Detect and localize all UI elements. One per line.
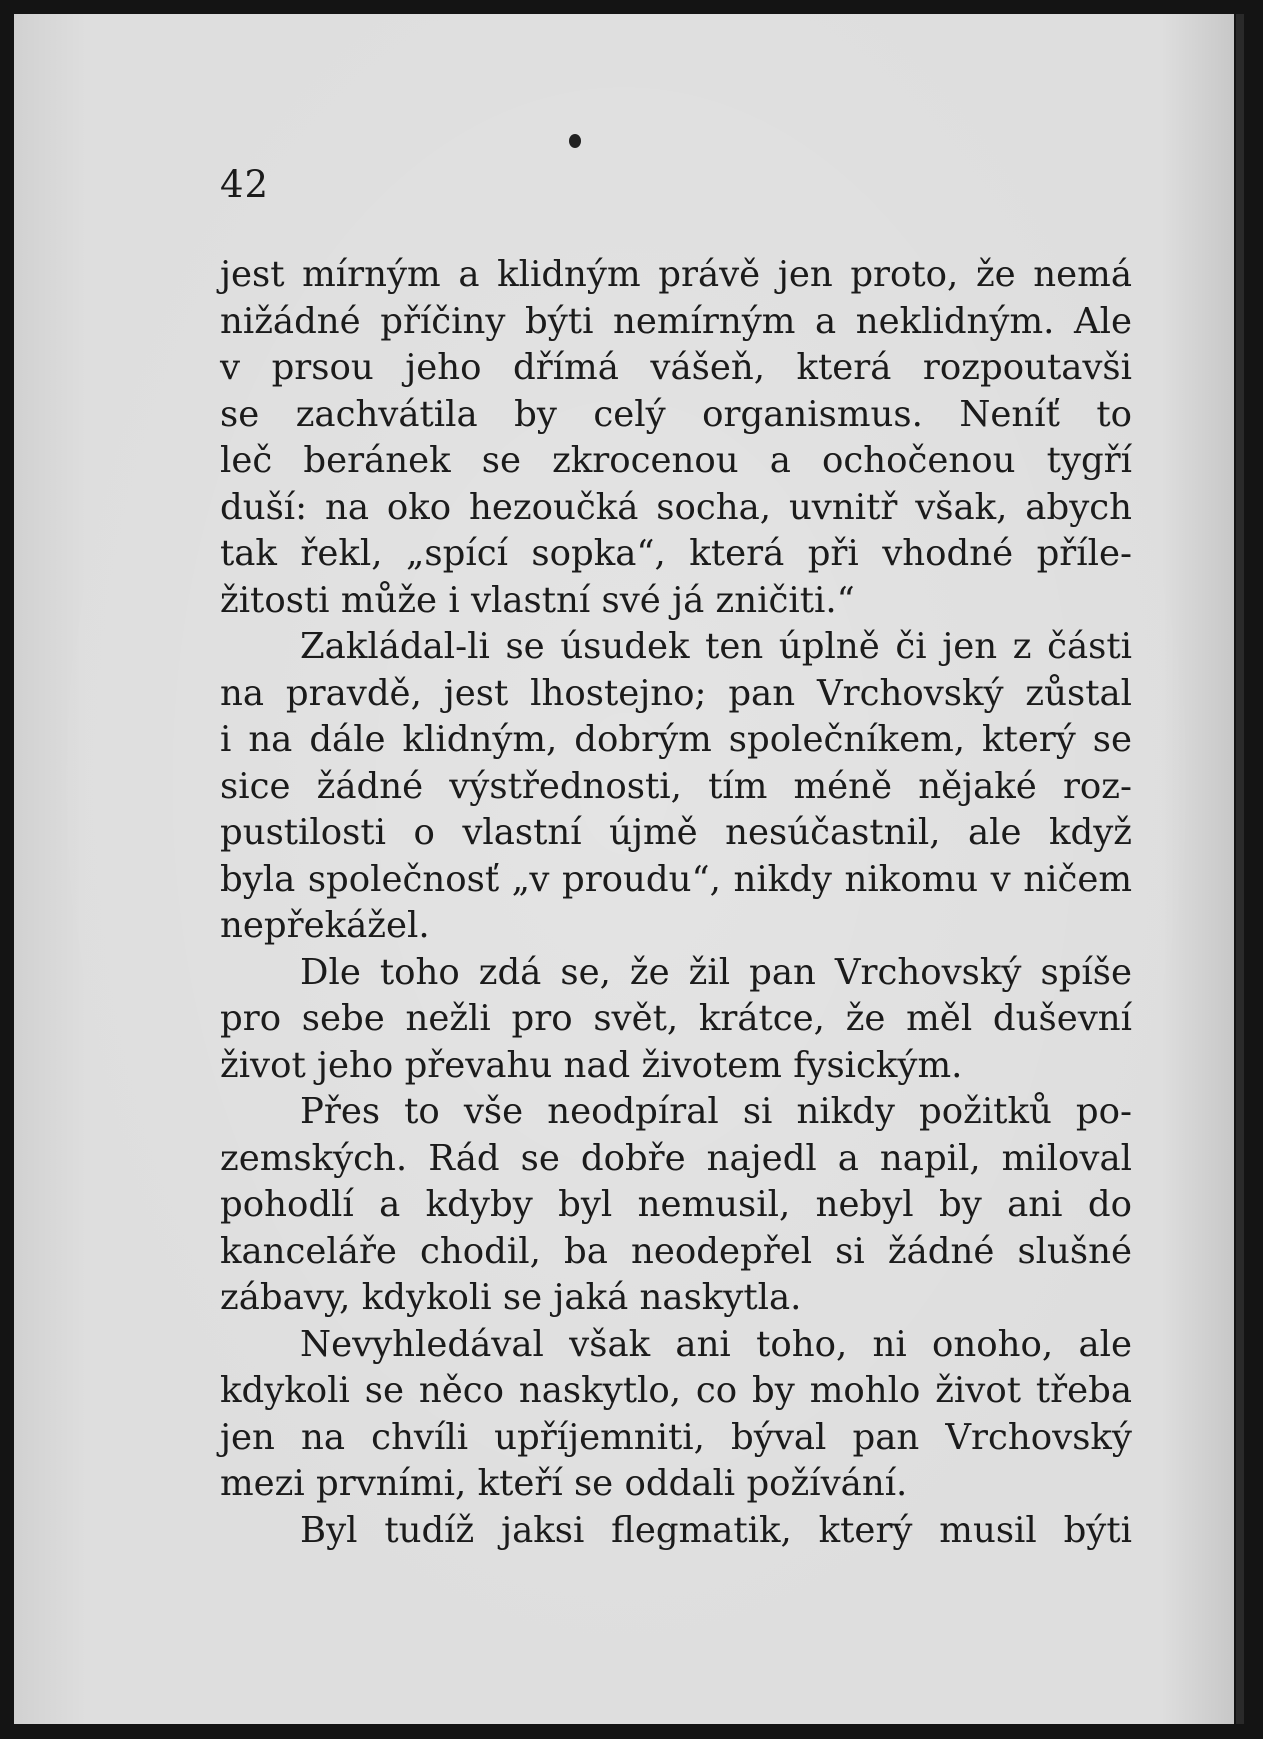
page-number: 42 xyxy=(220,163,270,206)
text-line: byla společnosť „v proudu“, nikdy nikomu v ničem xyxy=(220,858,1132,900)
text-line: v prsou jeho dřímá vášeň, která rozpoutavši xyxy=(220,347,1132,388)
text-line: duší: na oko hezoučká socha, uvnitř však, abych xyxy=(220,486,1132,528)
text-line: nepřekážel. xyxy=(220,905,430,946)
paragraph-3 xyxy=(220,950,1132,1090)
paragraph-5 xyxy=(220,1322,1132,1508)
paragraph-4 xyxy=(220,1089,1132,1322)
text-line: Nevyhledával však ani toho, ni onoho, ale xyxy=(300,1323,1132,1365)
text-line: Byl tudíž jaksi flegmatik, který musil býti xyxy=(300,1509,1132,1551)
text-line: tak řekl, „spící sopka“, která při vhodné příle- xyxy=(220,533,1132,574)
text-line: kanceláře chodil, ba neodepřel si žádné slušné xyxy=(220,1230,1132,1272)
text-line: leč beránek se zkrocenou a ochočenou tygří xyxy=(220,440,1132,481)
text-line: mezi prvními, kteří se oddali požívání. xyxy=(220,1463,908,1504)
text-line: Zakládal-li se úsudek ten úplně či jen z části xyxy=(300,626,1132,667)
ink-speck xyxy=(569,134,581,148)
paragraph-2 xyxy=(220,624,1132,950)
text-line: žitosti může i vlastní své já zničiti.“ xyxy=(220,579,855,621)
page-edge-shadow xyxy=(1236,14,1244,1724)
text-line: kdykoli se něco naskytlo, co by mohlo život třeba xyxy=(220,1370,1132,1411)
paragraph-1 xyxy=(220,252,1132,624)
text-line: Přes to vše neodpíral si nikdy požitků po- xyxy=(300,1091,1132,1132)
text-line: na pravdě, jest lhostejno; pan Vrchovský zůstal xyxy=(220,672,1132,714)
text-line: jen na chvíli upříjemniti, býval pan Vrchovský xyxy=(220,1416,1132,1458)
text-line: zábavy, kdykoli se jaká naskytla. xyxy=(220,1277,802,1318)
text-line: pro sebe nežli pro svět, krátce, že měl duševní xyxy=(220,998,1132,1039)
text-line: pustilosti o vlastní újmě nesúčastnil, ale když xyxy=(220,812,1132,853)
text-line: Dle toho zdá se, že žil pan Vrchovský spíše xyxy=(300,951,1132,993)
text-line: i na dále klidným, dobrým společníkem, který se xyxy=(220,719,1132,760)
text-line: sice žádné výstřednosti, tím méně nějaké roz- xyxy=(220,765,1132,807)
text-line: život jeho převahu nad životem fysickým. xyxy=(220,1044,963,1086)
text-line: zemských. Rád se dobře najedl a napil, miloval xyxy=(220,1137,1132,1179)
body-text xyxy=(220,252,1132,1554)
text-line: jest mírným a klidným právě jen proto, že nemá xyxy=(220,254,1132,295)
text-line: se zachvátila by celý organismus. Neníť to xyxy=(220,393,1132,435)
text-line: pohodlí a kdyby byl nemusil, nebyl by ani do xyxy=(220,1184,1132,1225)
text-line: nižádné příčiny býti nemírným a neklidným. Ale xyxy=(220,300,1132,342)
paragraph-6 xyxy=(220,1508,1132,1555)
